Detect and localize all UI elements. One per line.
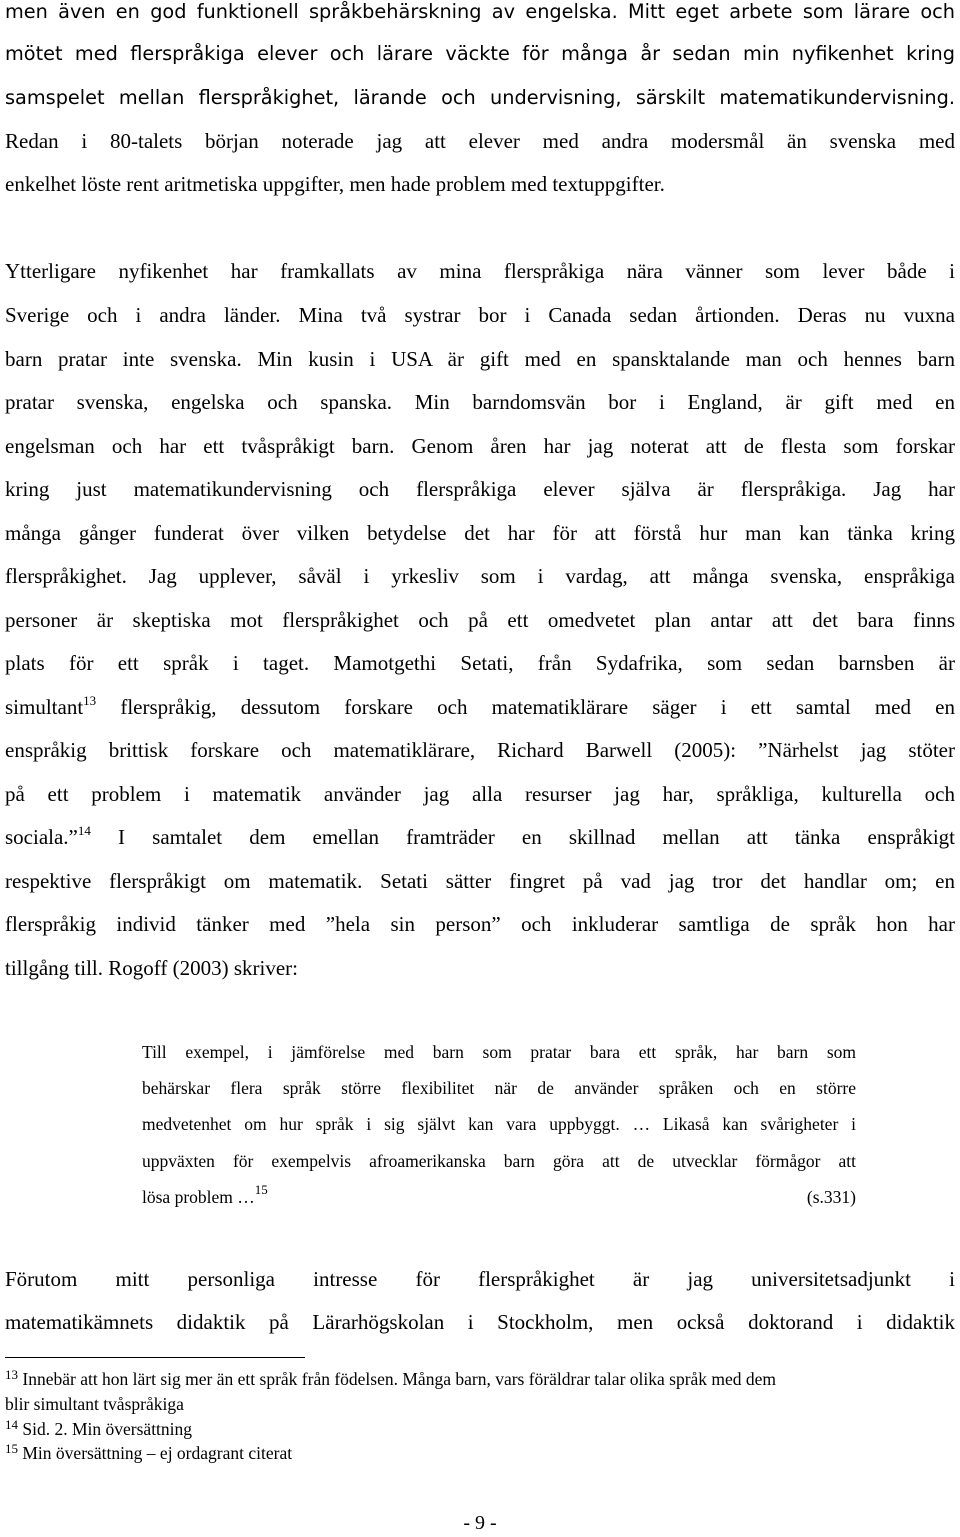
- body-line: på ett problem i matematik använder jag alla resurser jag har, språkliga, kulturella och: [5, 782, 955, 806]
- footnote-text: Min översättning – ej ordagrant citerat: [22, 1443, 293, 1463]
- body-line: tillgång till. Rogoff (2003) skriver:: [5, 956, 298, 980]
- footnote-number: 14: [5, 1417, 18, 1432]
- body-line: enkelhet löste rent aritmetiska uppgifter, men hade problem med textuppgifter.: [5, 172, 665, 196]
- footnote-ref-15: 15: [254, 1182, 268, 1197]
- line-text: simultant: [5, 695, 84, 719]
- line-text: I samtalet dem emellan framträder en skillnad mellan att tänka enspråkigt: [90, 825, 955, 849]
- footnote-number: 15: [5, 1441, 18, 1456]
- footnote-separator: [5, 1357, 305, 1358]
- body-line: Förutom mitt personliga intresse för flerspråkighet är jag universitetsadjunkt i: [5, 1267, 955, 1291]
- quote-text: lösa problem …: [142, 1187, 255, 1207]
- footnote-ref-13: 13: [83, 693, 97, 708]
- body-line: flerspråkighet. Jag upplever, såväl i yrkesliv som i vardag, att många svenska, enspråkiga: [5, 564, 955, 588]
- quote-last-line: [142, 1182, 856, 1212]
- footnote-ref-14: 14: [77, 823, 91, 838]
- footnote-text: Sid. 2. Min översättning: [22, 1419, 193, 1439]
- body-line: plats för ett språk i taget. Mamotgethi Setati, från Sydafrika, som sedan barnsben är: [5, 651, 955, 675]
- body-line: respektive flerspråkigt om matematik. Setati sätter fingret på vad jag tror det handlar om; en: [5, 869, 955, 893]
- body-line: mötet med flerspråkiga elever och lärare väckte för många år sedan min nyfikenhet kring: [5, 42, 955, 65]
- footnote-13: [5, 1368, 955, 1392]
- quote-line: behärskar flera språk större flexibilitet när de använder språken och en större: [142, 1078, 856, 1098]
- quote-line: medvetenhet om hur språk i sig självt kan vara uppbyggt. … Likaså kan svårigheter i: [142, 1114, 856, 1134]
- page-number: - 9 -: [463, 1512, 497, 1534]
- body-line: kring just matematikundervisning och flerspråkiga elever själva är flerspråkiga. Jag har: [5, 477, 955, 501]
- body-line: matematikämnets didaktik på Lärarhögskolan i Stockholm, men också doktorand i didaktik: [5, 1310, 955, 1334]
- footnote-text: Innebär att hon lärt sig mer än ett språk från födelsen. Många barn, vars föräldrar talar olika språk med dem: [22, 1369, 777, 1389]
- footnote-13-continued: blir simultant tvåspråkiga: [5, 1394, 184, 1414]
- body-line: flerspråkig individ tänker med ”hela sin person” och inkluderar samtliga de språk hon har: [5, 912, 955, 936]
- body-line: Ytterligare nyfikenhet har framkallats av mina flerspråkiga nära vänner som lever både i: [5, 259, 955, 283]
- footnote-15: [5, 1442, 955, 1466]
- line-text: sociala.”: [5, 825, 78, 849]
- quote-line: Till exempel, i jämförelse med barn som pratar bara ett språk, har barn som: [142, 1042, 856, 1062]
- body-line: personer är skeptiska mot flerspråkighet och på ett omedvetet plan antar att det bara finns: [5, 608, 955, 632]
- body-line: pratar svenska, engelska och spanska. Min barndomsvän bor i England, är gift med en: [5, 390, 955, 414]
- footnote-14: [5, 1418, 955, 1442]
- body-line-with-footnote-ref: [5, 820, 955, 854]
- body-line: Sverige och i andra länder. Mina två systrar bor i Canada sedan årtionden. Deras nu vuxna: [5, 303, 955, 327]
- body-line: engelsman och har ett tvåspråkigt barn. Genom åren har jag noterat att de flesta som forskar: [5, 434, 955, 458]
- body-line: barn pratar inte svenska. Min kusin i USA är gift med en spansktalande man och hennes barn: [5, 347, 955, 371]
- body-line: många gånger funderat över vilken betydelse det har för att förstå hur man kan tänka kring: [5, 521, 955, 545]
- body-line-with-footnote-ref: [5, 690, 955, 724]
- footnote-number: 13: [5, 1367, 18, 1382]
- body-line: Redan i 80-talets början noterade jag att elever med andra modersmål än svenska med: [5, 129, 955, 153]
- body-line: samspelet mellan flerspråkighet, lärande och undervisning, särskilt matematikundervisning.: [5, 86, 955, 109]
- body-line: men även en god funktionell språkbehärskning av engelska. Mitt eget arbete som lärare och: [5, 0, 955, 23]
- quote-line: uppväxten för exempelvis afroamerikanska barn göra att de utvecklar förmågor att: [142, 1151, 856, 1171]
- quote-page-ref: (s.331): [806, 1187, 856, 1207]
- body-line: enspråkig brittisk forskare och matematiklärare, Richard Barwell (2005): ”Närhelst jag stöter: [5, 738, 955, 762]
- line-text: flerspråkig, dessutom forskare och matematiklärare säger i ett samtal med en: [96, 695, 955, 719]
